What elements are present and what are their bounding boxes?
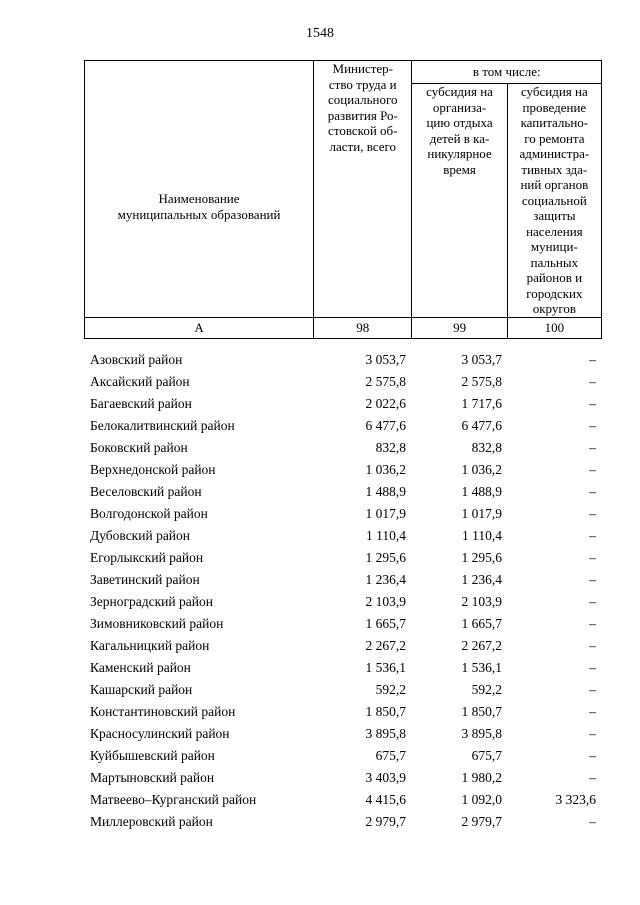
row-name: Кагальницкий район [90,638,210,653]
row-subsidy-99: 1 665,7 [461,616,502,631]
row-name: Мартыновский район [90,770,215,785]
row-subsidy-100: – [589,550,596,565]
table-row [84,635,602,657]
header-sub99-line: никулярное [427,146,492,161]
row-total: 592,2 [375,682,406,697]
header-sub100-line: администра- [519,146,590,161]
header-sub100-line: населения [526,223,583,239]
header-sub99-cell [412,84,507,318]
row-subsidy-100: – [589,704,596,719]
row-total: 2 979,7 [365,814,406,829]
table-row [84,613,602,635]
row-subsidy-99: 2 103,9 [461,594,502,609]
row-total: 1 017,9 [365,506,406,521]
table-body [84,349,602,833]
header-total-line: развития Ро- [327,107,398,123]
row-subsidy-99: 6 477,6 [461,418,502,433]
header-total-line: ласти, всего [329,138,396,154]
table-row [84,591,602,613]
row-name: Боковский район [90,440,188,455]
header-name-line: Наименование [158,191,240,207]
row-subsidy-100: – [589,374,596,389]
header-sub100-line: тивных зда- [521,161,588,177]
row-name: Заветинский район [90,572,200,587]
header-name-cell [85,61,314,318]
row-name: Красносулинский район [90,726,230,741]
row-name: Куйбышевский район [90,748,215,763]
header-name-line: муниципальных образований [117,206,281,222]
row-total: 1 665,7 [365,616,406,631]
row-subsidy-99: 1 717,6 [461,396,502,411]
table-row [84,701,602,723]
row-subsidy-99: 832,8 [471,440,502,455]
row-subsidy-100: – [589,660,596,675]
row-subsidy-99: 1 980,2 [461,770,502,785]
row-total: 2 575,8 [365,374,406,389]
row-subsidy-99: 1 295,6 [461,550,502,565]
header-sub100-line: ний органов [520,177,589,192]
row-subsidy-99: 1 536,1 [461,660,502,675]
header-sub100-line: социальной [521,192,587,208]
table-row [84,767,602,789]
header-group-cell: в том числе: [412,61,602,84]
row-name: Багаевский район [90,396,192,411]
table-row [84,437,602,459]
table-row [84,503,602,525]
header-sub99-line: время [443,161,476,177]
row-subsidy-99: 3 053,7 [461,352,502,367]
header-sub100-line: капитально- [520,115,589,130]
header-sub100-line: го ремонта [524,130,585,146]
row-subsidy-100: – [589,616,596,631]
row-name: Константиновский район [90,704,236,719]
header-sub100-line: проведение [522,99,587,115]
row-subsidy-99: 592,2 [471,682,502,697]
row-subsidy-99: 2 979,7 [461,814,502,829]
row-subsidy-100: – [589,572,596,587]
row-subsidy-100: – [589,506,596,521]
index-cell-100: 100 [507,317,601,338]
row-subsidy-99: 1 236,4 [461,572,502,587]
row-total: 832,8 [375,440,406,455]
row-subsidy-100: – [589,440,596,455]
row-name: Зимовниковский район [90,616,224,631]
header-sub100-line: муници- [530,239,578,254]
header-total-line: социального [328,92,398,107]
header-sub100-cell [507,84,601,318]
row-total: 2 022,6 [365,396,406,411]
row-total: 1 850,7 [365,704,406,719]
row-subsidy-100: – [589,748,596,763]
header-total-line: ство труда и [328,76,397,92]
row-total: 1 110,4 [366,528,406,543]
row-name: Веселовский район [90,484,202,499]
index-cell-a: А [85,317,314,338]
table-row [84,679,602,701]
header-sub100-line: пальных [530,254,579,270]
header-sub100-line: городских [526,285,583,301]
row-subsidy-100: – [589,726,596,741]
table-row [84,723,602,745]
header-total-cell [314,61,412,318]
row-name: Кашарский район [90,682,193,697]
row-name: Белокалитвинский район [90,418,235,433]
table-row [84,789,602,811]
row-subsidy-99: 1 036,2 [461,462,502,477]
table-row [84,459,602,481]
table-row [84,547,602,569]
header-sub100-line: субсидия на [520,84,588,99]
row-subsidy-99: 2 575,8 [461,374,502,389]
row-subsidy-99: 675,7 [471,748,502,763]
row-subsidy-100: – [589,418,596,433]
row-name: Верхнедонской район [90,462,216,477]
table-row [84,415,602,437]
row-subsidy-100: – [589,484,596,499]
row-total: 1 236,4 [365,572,406,587]
table-row [84,569,602,591]
row-total: 1 536,1 [365,660,406,675]
row-name: Аксайский район [90,374,190,389]
row-total: 675,7 [375,748,406,763]
row-name: Егорлыкский район [90,550,204,565]
header-sub99-line: организа- [432,99,487,115]
table-row [84,525,602,547]
row-name: Каменский район [90,660,191,675]
index-cell-98: 98 [314,317,412,338]
header-total-line: Министер- [332,61,393,76]
header-sub99-line: цию отдыха [426,115,493,130]
table-row [84,349,602,371]
row-subsidy-99: 3 895,8 [461,726,502,741]
table-row [84,481,602,503]
header-total-line: стовской об- [328,123,398,138]
table-row [84,811,602,833]
header-sub100-line: районов и [526,270,583,285]
header-sub100-line: защиты [533,208,576,223]
row-subsidy-99: 1 017,9 [461,506,502,521]
table-row [84,657,602,679]
row-subsidy-99: 1 850,7 [461,704,502,719]
row-total: 3 053,7 [365,352,406,367]
row-total: 2 103,9 [365,594,406,609]
row-subsidy-99: 1 110,4 [462,528,502,543]
index-cell-99: 99 [412,317,507,338]
row-subsidy-100: – [589,462,596,477]
row-subsidy-100: – [589,770,596,785]
page-number: 1548 [306,26,334,41]
row-name: Дубовский район [90,528,191,543]
table-row [84,393,602,415]
table-header [84,60,602,339]
row-subsidy-100: – [589,814,596,829]
row-total: 3 895,8 [365,726,406,741]
row-name: Волгодонской район [90,506,208,521]
header-sub99-line: субсидия на [426,84,493,99]
table-row [84,745,602,767]
header-sub100-line: округов [532,301,576,316]
row-subsidy-100: – [589,396,596,411]
table-row [84,371,602,393]
row-total: 3 403,9 [365,770,406,785]
row-subsidy-99: 2 267,2 [461,638,502,653]
row-subsidy-100: – [589,682,596,697]
header-sub99-line: детей в ка- [429,130,490,146]
row-total: 2 267,2 [365,638,406,653]
row-subsidy-100: 3 323,6 [555,792,596,807]
row-subsidy-100: – [589,352,596,367]
row-total: 1 488,9 [365,484,406,499]
row-subsidy-100: – [589,638,596,653]
row-total: 4 415,6 [365,792,406,807]
row-subsidy-100: – [589,594,596,609]
row-name: Зерноградский район [90,594,213,609]
row-subsidy-100: – [589,528,596,543]
row-name: Миллеровский район [90,814,213,829]
row-name: Матвеево–Курганский район [90,792,257,807]
row-name: Азовский район [90,352,183,367]
row-total: 1 295,6 [365,550,406,565]
row-total: 6 477,6 [365,418,406,433]
row-subsidy-99: 1 092,0 [461,792,502,807]
row-total: 1 036,2 [365,462,406,477]
row-subsidy-99: 1 488,9 [461,484,502,499]
